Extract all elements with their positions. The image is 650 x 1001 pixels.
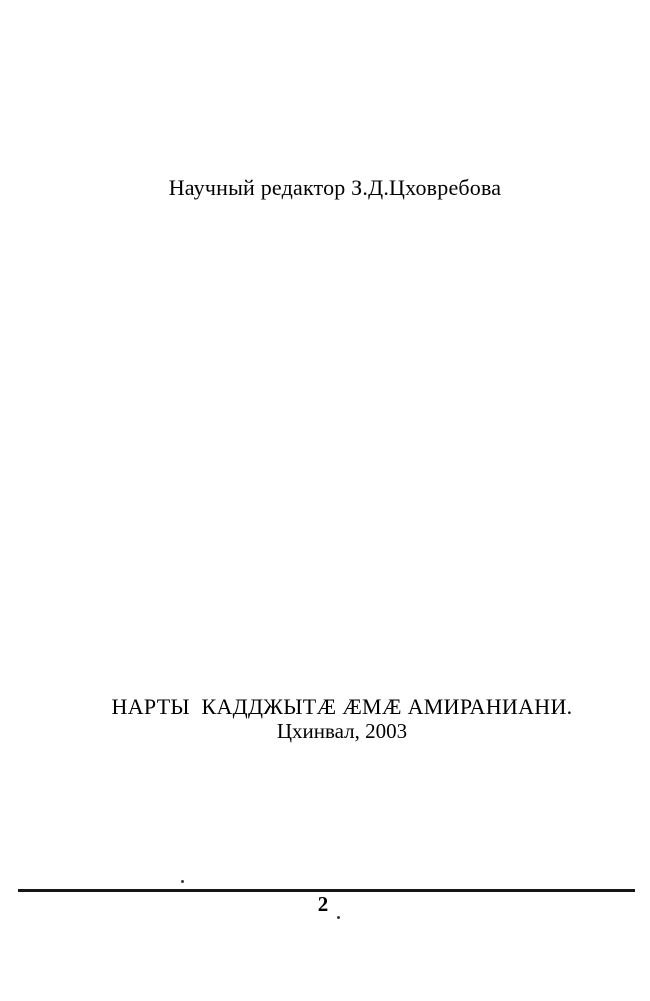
editor-credit-line: Научный редактор З.Д.Цховребова <box>168 175 502 200</box>
title-block <box>17 695 650 743</box>
ink-speck <box>181 880 184 883</box>
imprint-line: Цхинвал, 2003 <box>276 719 408 743</box>
ink-speck <box>337 916 340 919</box>
page-number: 2 <box>317 892 329 916</box>
book-title: НАРТЫ КАДДЖЫТÆ ÆМÆ АМИРАНИАНИ. <box>111 694 573 719</box>
